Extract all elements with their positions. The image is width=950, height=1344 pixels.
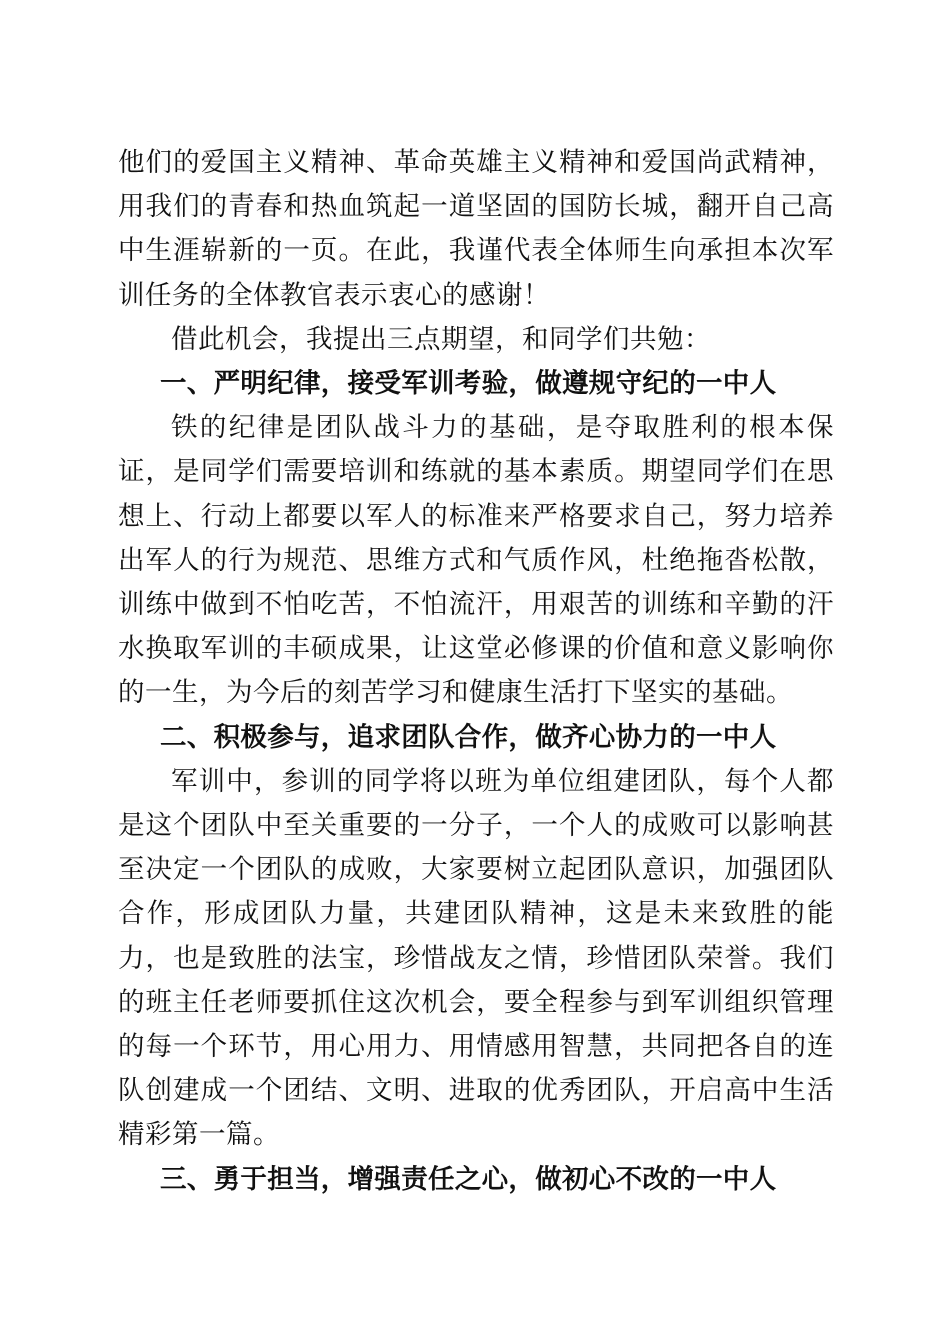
paragraph-teamwork: 军训中，参训的同学将以班为单位组建团队，每个人都是这个团队中至关重要的一分子，一个人的成败可以影响甚至决定一个团队的成败，大家要树立起团队意识，加强团队合作，形成团队力量，共建团队精神，这是未来致胜的能力，也是致胜的法宝，珍惜战友之情，珍惜团队荣誉。我们的班主任老师要抓住这次机会，要全程参与到军训组织管理的每一个环节，用心用力、用情感用智慧，共同把各自的连队创建成一个团结、文明、进取的优秀团队，开启高中生活精彩第一篇。 bbox=[118, 765, 834, 1151]
section-heading-discipline: 一、严明纪律，接受军训考验，做遵规守纪的一中人 bbox=[160, 368, 777, 400]
paragraph-discipline: 铁的纪律是团队战斗力的基础，是夺取胜利的根本保证，是同学们需要培训和练就的基本素质。期望同学们在思想上、行动上都要以军人的标准来严格要求自己，努力培养出军人的行为规范、思维方式和气质作风，杜绝拖沓松散，训练中做到不怕吃苦，不怕流汗，用艰苦的训练和辛勤的汗水换取军训的丰硕成果，让这堂必修课的价值和意义影响你的一生，为今后的刻苦学习和健康生活打下坚实的基础。 bbox=[118, 412, 834, 709]
section-heading-teamwork: 二、积极参与，追求团队合作，做齐心协力的一中人 bbox=[160, 721, 777, 753]
paragraph-closing-intro: 他们的爱国主义精神、革命英雄主义精神和爱国尚武精神，用我们的青春和热血筑起一道坚固的国防长城，翻开自己高中生涯崭新的一页。在此，我谨代表全体师生向承担本次军训任务的全体教官表示衷心的感谢！ bbox=[118, 147, 834, 311]
section-heading-responsibility: 三、勇于担当，增强责任之心，做初心不改的一中人 bbox=[160, 1163, 777, 1195]
paragraph-expectations-intro: 借此机会，我提出三点期望，和同学们共勉： bbox=[171, 323, 711, 355]
document-page bbox=[118, 141, 834, 1202]
